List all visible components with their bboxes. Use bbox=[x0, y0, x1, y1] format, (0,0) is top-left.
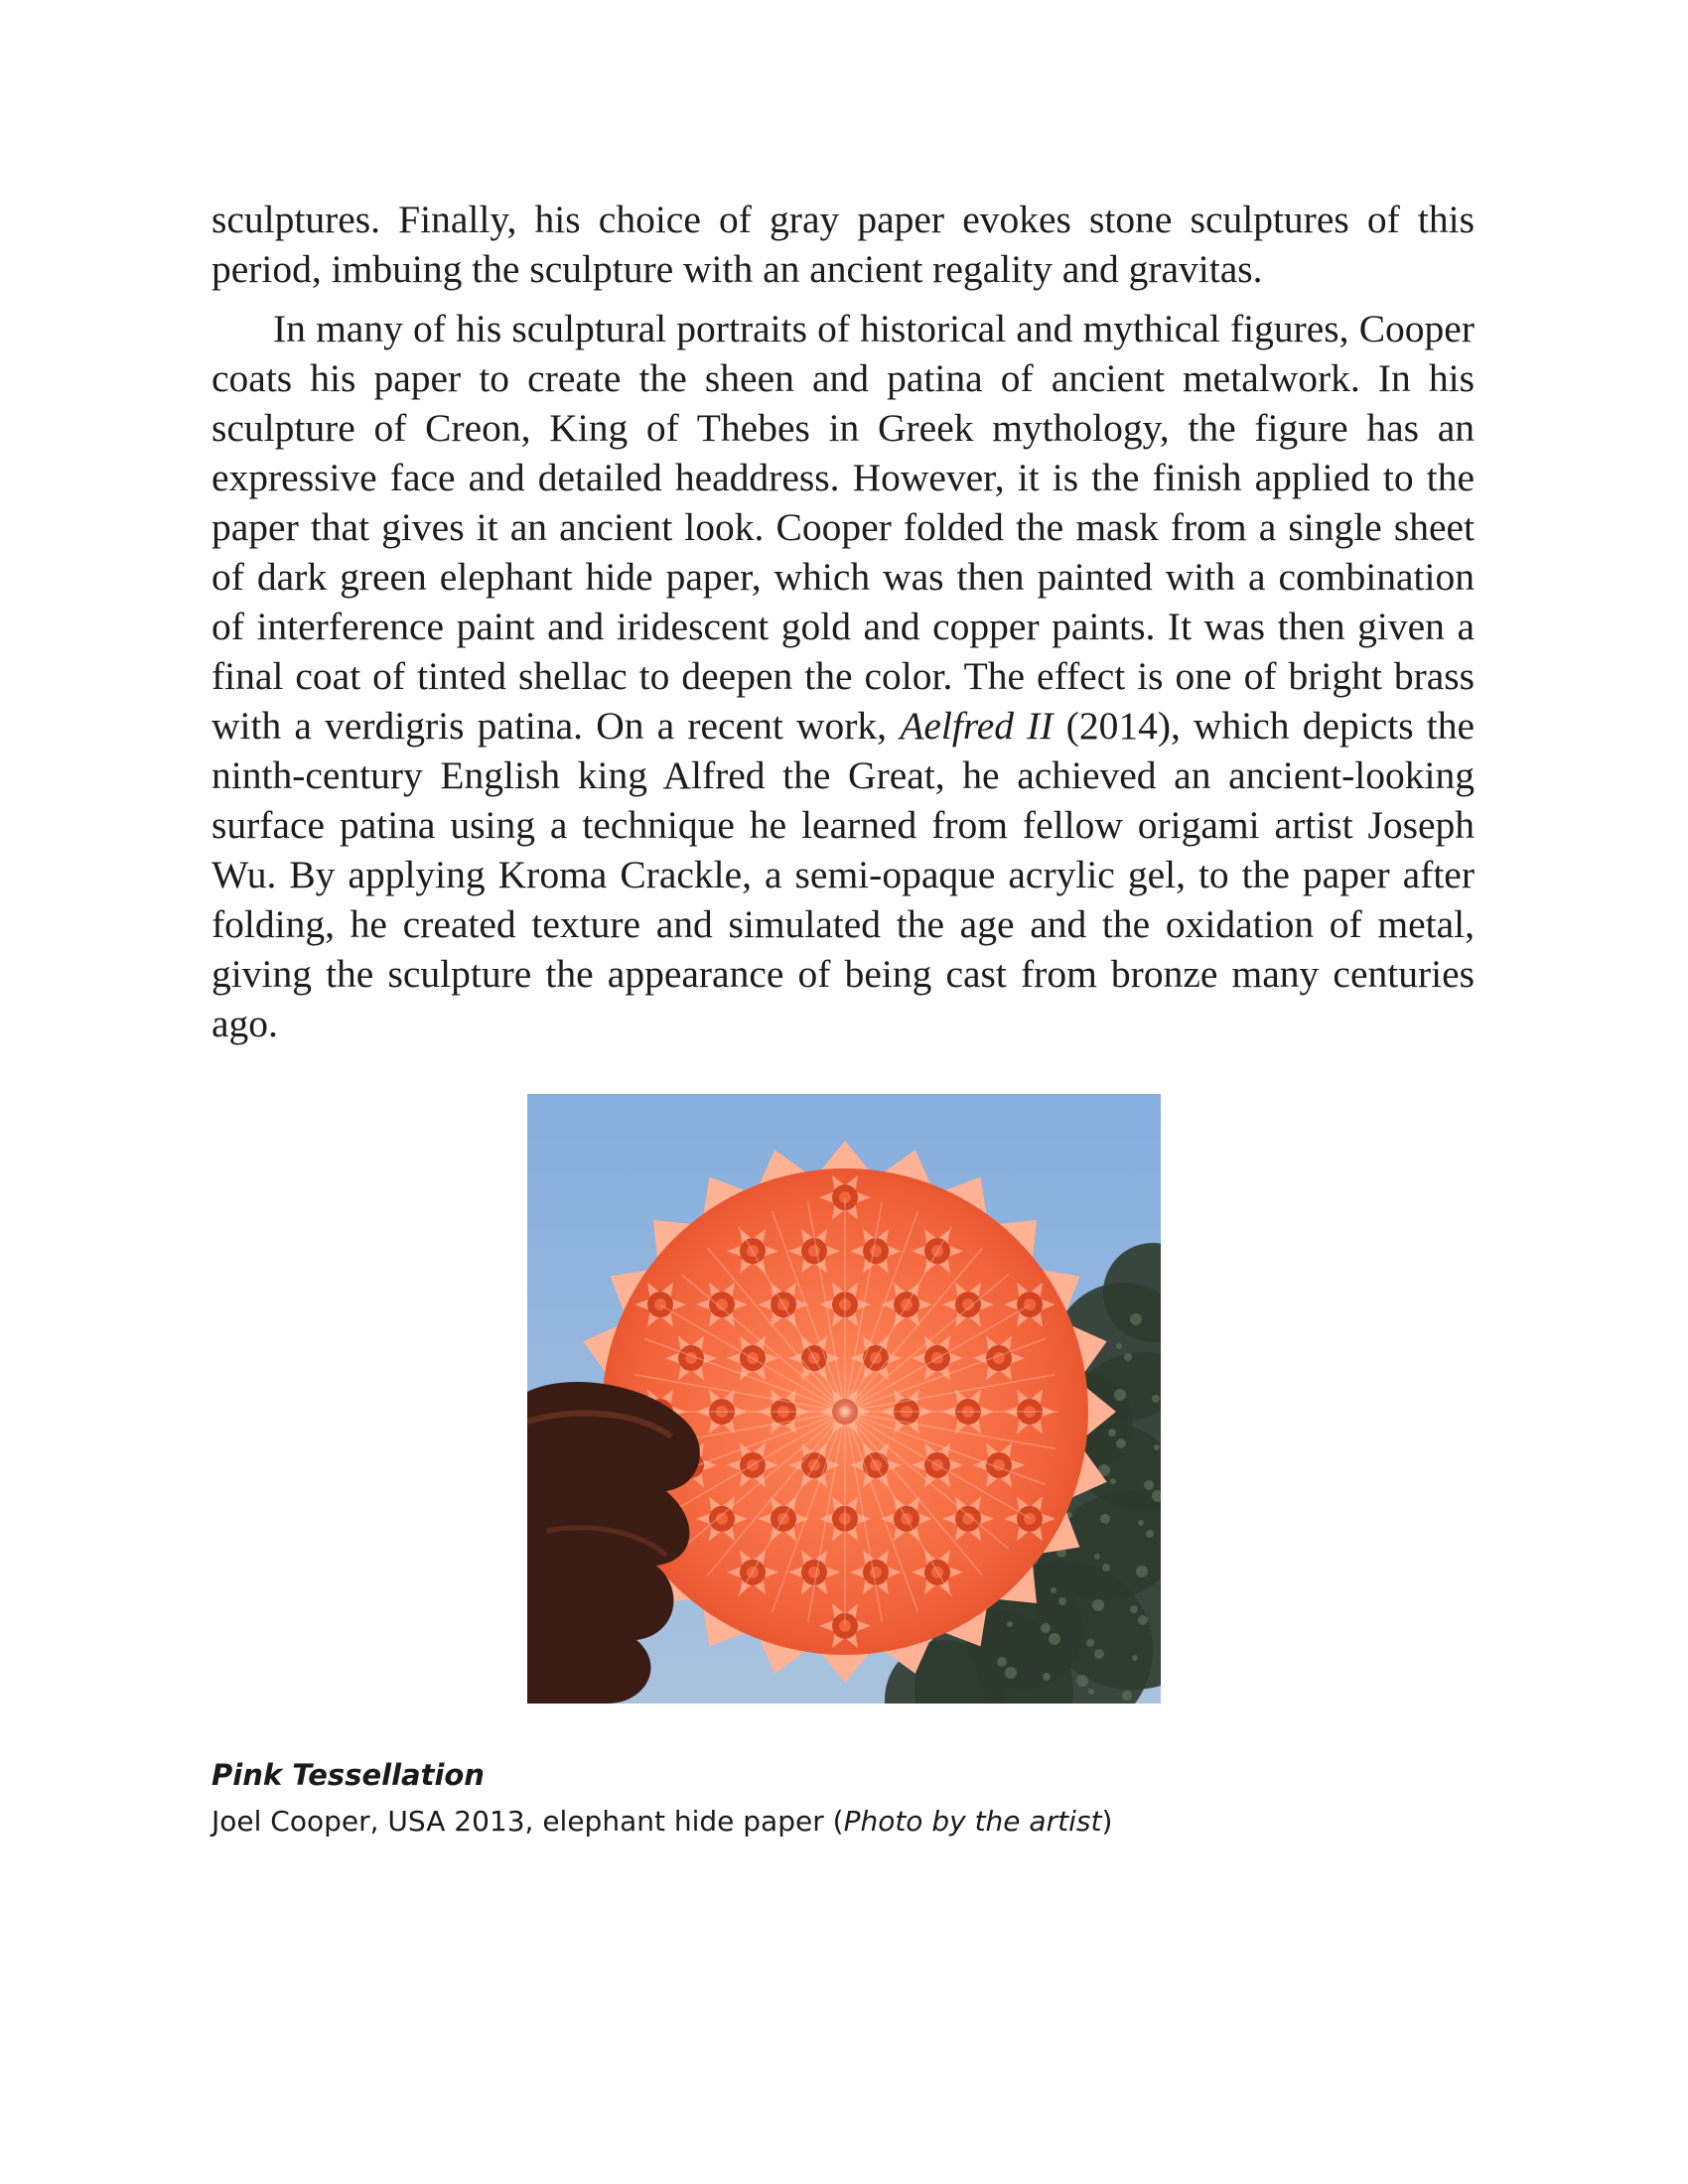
leaf-speckle bbox=[1116, 1438, 1126, 1448]
tessellation-rosette-center bbox=[870, 1567, 882, 1578]
body-text bbox=[211, 195, 1475, 1058]
leaf-speckle bbox=[1092, 1599, 1104, 1611]
leaf-speckle bbox=[1130, 1313, 1142, 1325]
tessellation-rosette-center bbox=[870, 1245, 882, 1257]
leaf-speckle bbox=[1007, 1621, 1013, 1627]
tessellation-rosette-center bbox=[654, 1298, 666, 1310]
paragraph-text-end: (2014), which depicts the ninth-century English king Alfred the Great, he achieved an ancient-looking surface patina using a technique he learned from fellow origami artist Joseph Wu. By applying Kroma Crackle, a semi-opaque acrylic gel, to the paper after folding, he created texture and simulated the age and the oxidation of metal, giving the sculpture the appearance of being cast from bronze many centuries ago. bbox=[211, 704, 1476, 1045]
leaf-speckle bbox=[1122, 1691, 1132, 1701]
leaf-speckle bbox=[1138, 1520, 1144, 1526]
paragraph-cooper-patina bbox=[211, 304, 1475, 1048]
leaf-speckle bbox=[1138, 1615, 1148, 1625]
leaf-speckle bbox=[1100, 1514, 1110, 1524]
leaf-speckle bbox=[1144, 1480, 1154, 1490]
leaf-speckle bbox=[1049, 1633, 1060, 1645]
leaf-speckle bbox=[1110, 1478, 1116, 1484]
paragraph-continuation: sculptures. Finally, his choice of gray paper evokes stone sculptures of this period, imbuing the sculpture with an ancient regality and gravitas. bbox=[211, 198, 1475, 291]
leaf-speckle bbox=[1005, 1667, 1017, 1679]
leaf-speckle bbox=[1041, 1623, 1051, 1633]
leaf-speckle bbox=[1088, 1689, 1094, 1695]
leaf-speckle bbox=[1102, 1564, 1110, 1571]
leaf-speckle bbox=[1043, 1673, 1051, 1681]
leaf-speckle bbox=[997, 1657, 1007, 1667]
caption-photo-credit: Photo by the artist bbox=[843, 1805, 1102, 1838]
leaf-speckle bbox=[1132, 1655, 1138, 1661]
paragraph-text-start: In many of his sculptural portraits of historical and mythical figures, Cooper coats his paper to create the sheen and patina of ancient metalwork. In his sculpture of Creon, King of Thebes in Greek mythology, the figure has an expressive face and detailed headdress. However, it is the finish applied to the paper that gives it an ancient look. Cooper folded the mask from a single sheet of dark green elephant hide paper, which was then painted with a combination of interference paint and iridescent gold and copper paints. It was then given a final coat of tinted shellac to deepen the color. The effect is one of bright brass with a verdigris patina. On a recent work, bbox=[211, 307, 1475, 748]
tessellation-rosette-center bbox=[1024, 1298, 1036, 1310]
leaf-speckle bbox=[1086, 1639, 1094, 1647]
figure-photo-pink-tessellation bbox=[527, 1094, 1161, 1704]
figure-caption bbox=[211, 1755, 1475, 1843]
caption-credit-text: Joel Cooper, USA 2013, elephant hide paper ( bbox=[211, 1805, 844, 1838]
leaf-speckle bbox=[1076, 1675, 1088, 1687]
tessellation-rosette-center bbox=[1024, 1513, 1036, 1525]
leaf-speckle bbox=[1116, 1343, 1122, 1349]
caption-credit-close: ) bbox=[1101, 1805, 1113, 1838]
leaf-speckle bbox=[1051, 1587, 1056, 1593]
leaf-speckle bbox=[1114, 1389, 1126, 1401]
leaf-speckle bbox=[1108, 1429, 1116, 1436]
tessellation-photo bbox=[527, 1094, 1161, 1704]
leaf-speckle bbox=[1146, 1530, 1154, 1538]
leaf-speckle bbox=[1094, 1554, 1100, 1560]
leaf-speckle bbox=[1094, 1649, 1104, 1659]
leaf-speckle bbox=[1136, 1566, 1148, 1577]
tessellation-rosette-center bbox=[808, 1245, 820, 1257]
leaf-speckle bbox=[1058, 1597, 1066, 1605]
leaf-speckle bbox=[1154, 1444, 1160, 1450]
work-title-aelfred: Aelfred II bbox=[900, 704, 1054, 748]
leaf-speckle bbox=[1152, 1395, 1160, 1403]
leaf-speckle bbox=[1124, 1353, 1132, 1361]
leaf-speckle bbox=[1130, 1605, 1138, 1613]
caption-credit bbox=[211, 1801, 1475, 1843]
tessellation-rosette-center bbox=[808, 1567, 820, 1578]
caption-title: Pink Tessellation bbox=[211, 1758, 485, 1792]
